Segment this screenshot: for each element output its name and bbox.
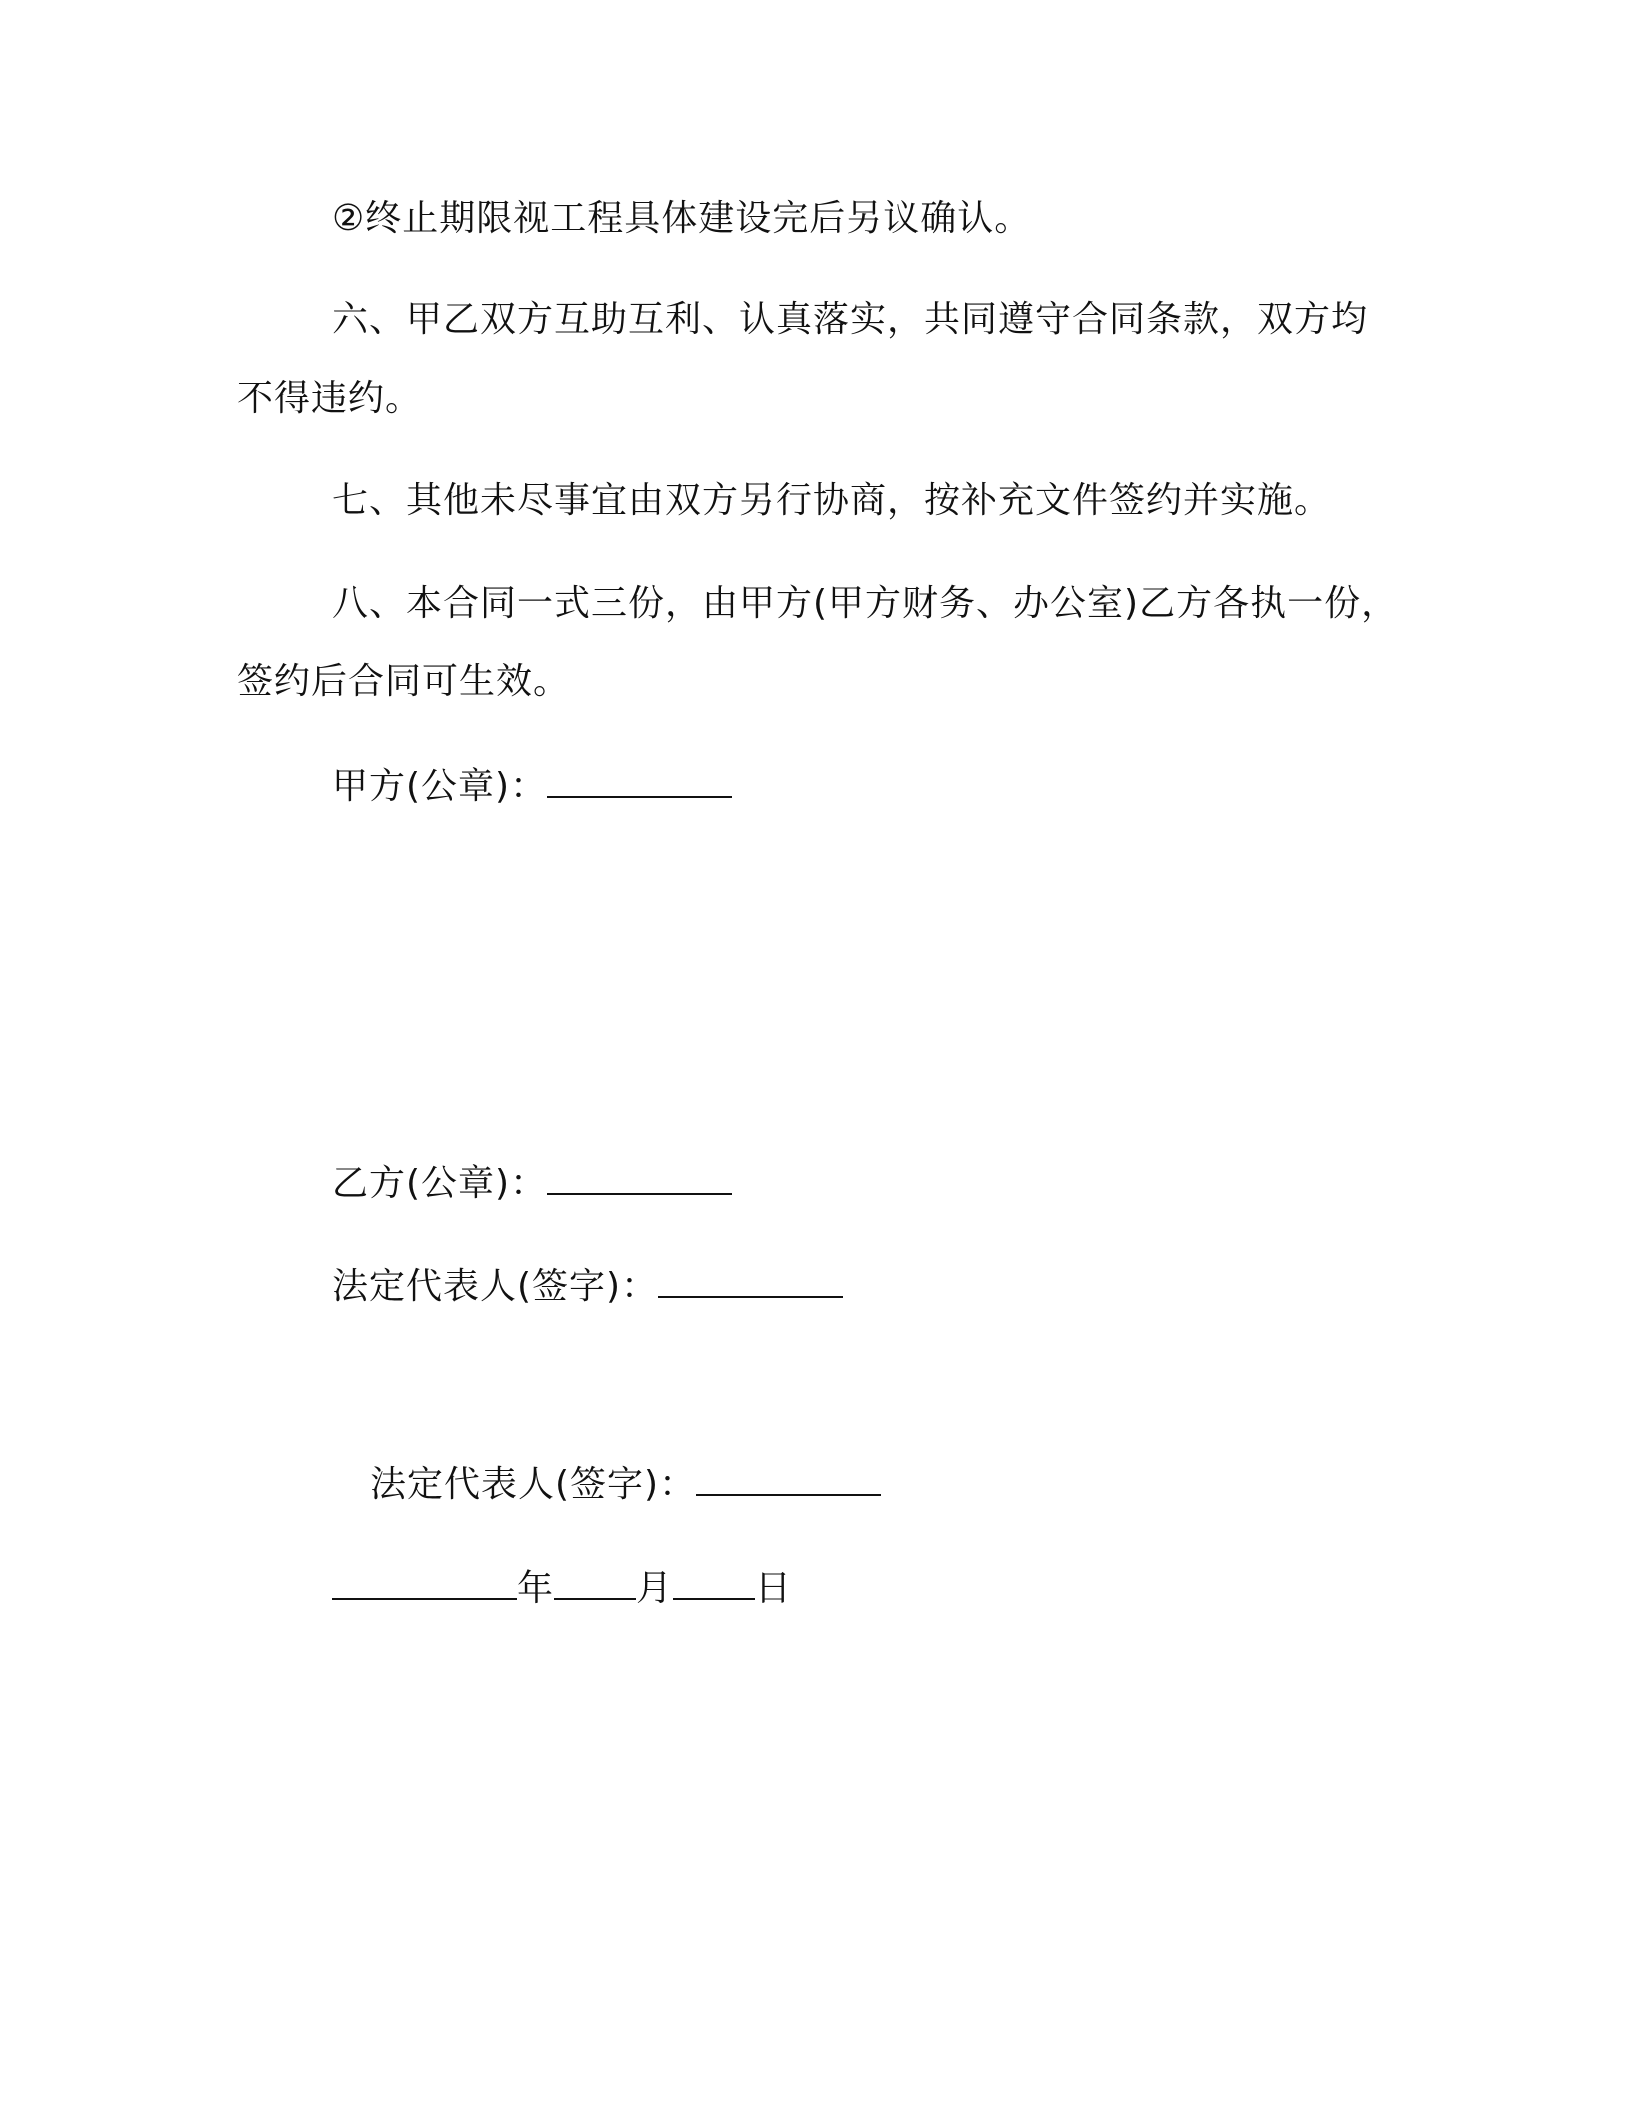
clause-6-line-2: 不得违约。 bbox=[237, 378, 423, 419]
day-label: 日 bbox=[755, 1568, 793, 1609]
date-line bbox=[332, 1562, 792, 1613]
party-a-signature-line bbox=[332, 760, 732, 811]
legal-rep-signature-blank-1 bbox=[658, 1260, 843, 1298]
clause-5-item-2: ②终止期限视工程具体建设完后另议确认。 bbox=[332, 198, 1032, 239]
party-b-signature-line bbox=[332, 1157, 732, 1208]
clause-6-line-1: 六、甲乙双方互助互利、认真落实，共同遵守合同条款，双方均 bbox=[332, 299, 1369, 340]
clause-8-line-1: 八、本合同一式三份，由甲方(甲方财务、办公室)乙方各执一份， bbox=[332, 583, 1399, 624]
legal-rep-signature-line-1 bbox=[332, 1260, 843, 1311]
month-blank bbox=[554, 1562, 636, 1600]
legal-rep-label-2: 法定代表人(签字)： bbox=[370, 1464, 697, 1505]
clause-7: 七、其他未尽事宜由双方另行协商，按补充文件签约并实施。 bbox=[332, 480, 1332, 521]
clause-8-line-2: 签约后合同可生效。 bbox=[237, 661, 571, 702]
party-a-seal-blank bbox=[547, 760, 732, 798]
legal-rep-label-1: 法定代表人(签字)： bbox=[332, 1266, 659, 1307]
party-b-label: 乙方(公章)： bbox=[332, 1163, 548, 1204]
legal-rep-signature-blank-2 bbox=[696, 1458, 881, 1496]
party-a-label: 甲方(公章)： bbox=[332, 766, 548, 807]
party-b-seal-blank bbox=[547, 1157, 732, 1195]
day-blank bbox=[673, 1562, 755, 1600]
month-label: 月 bbox=[636, 1568, 674, 1609]
legal-rep-signature-line-2 bbox=[370, 1458, 881, 1509]
year-label: 年 bbox=[517, 1568, 555, 1609]
year-blank bbox=[332, 1562, 517, 1600]
